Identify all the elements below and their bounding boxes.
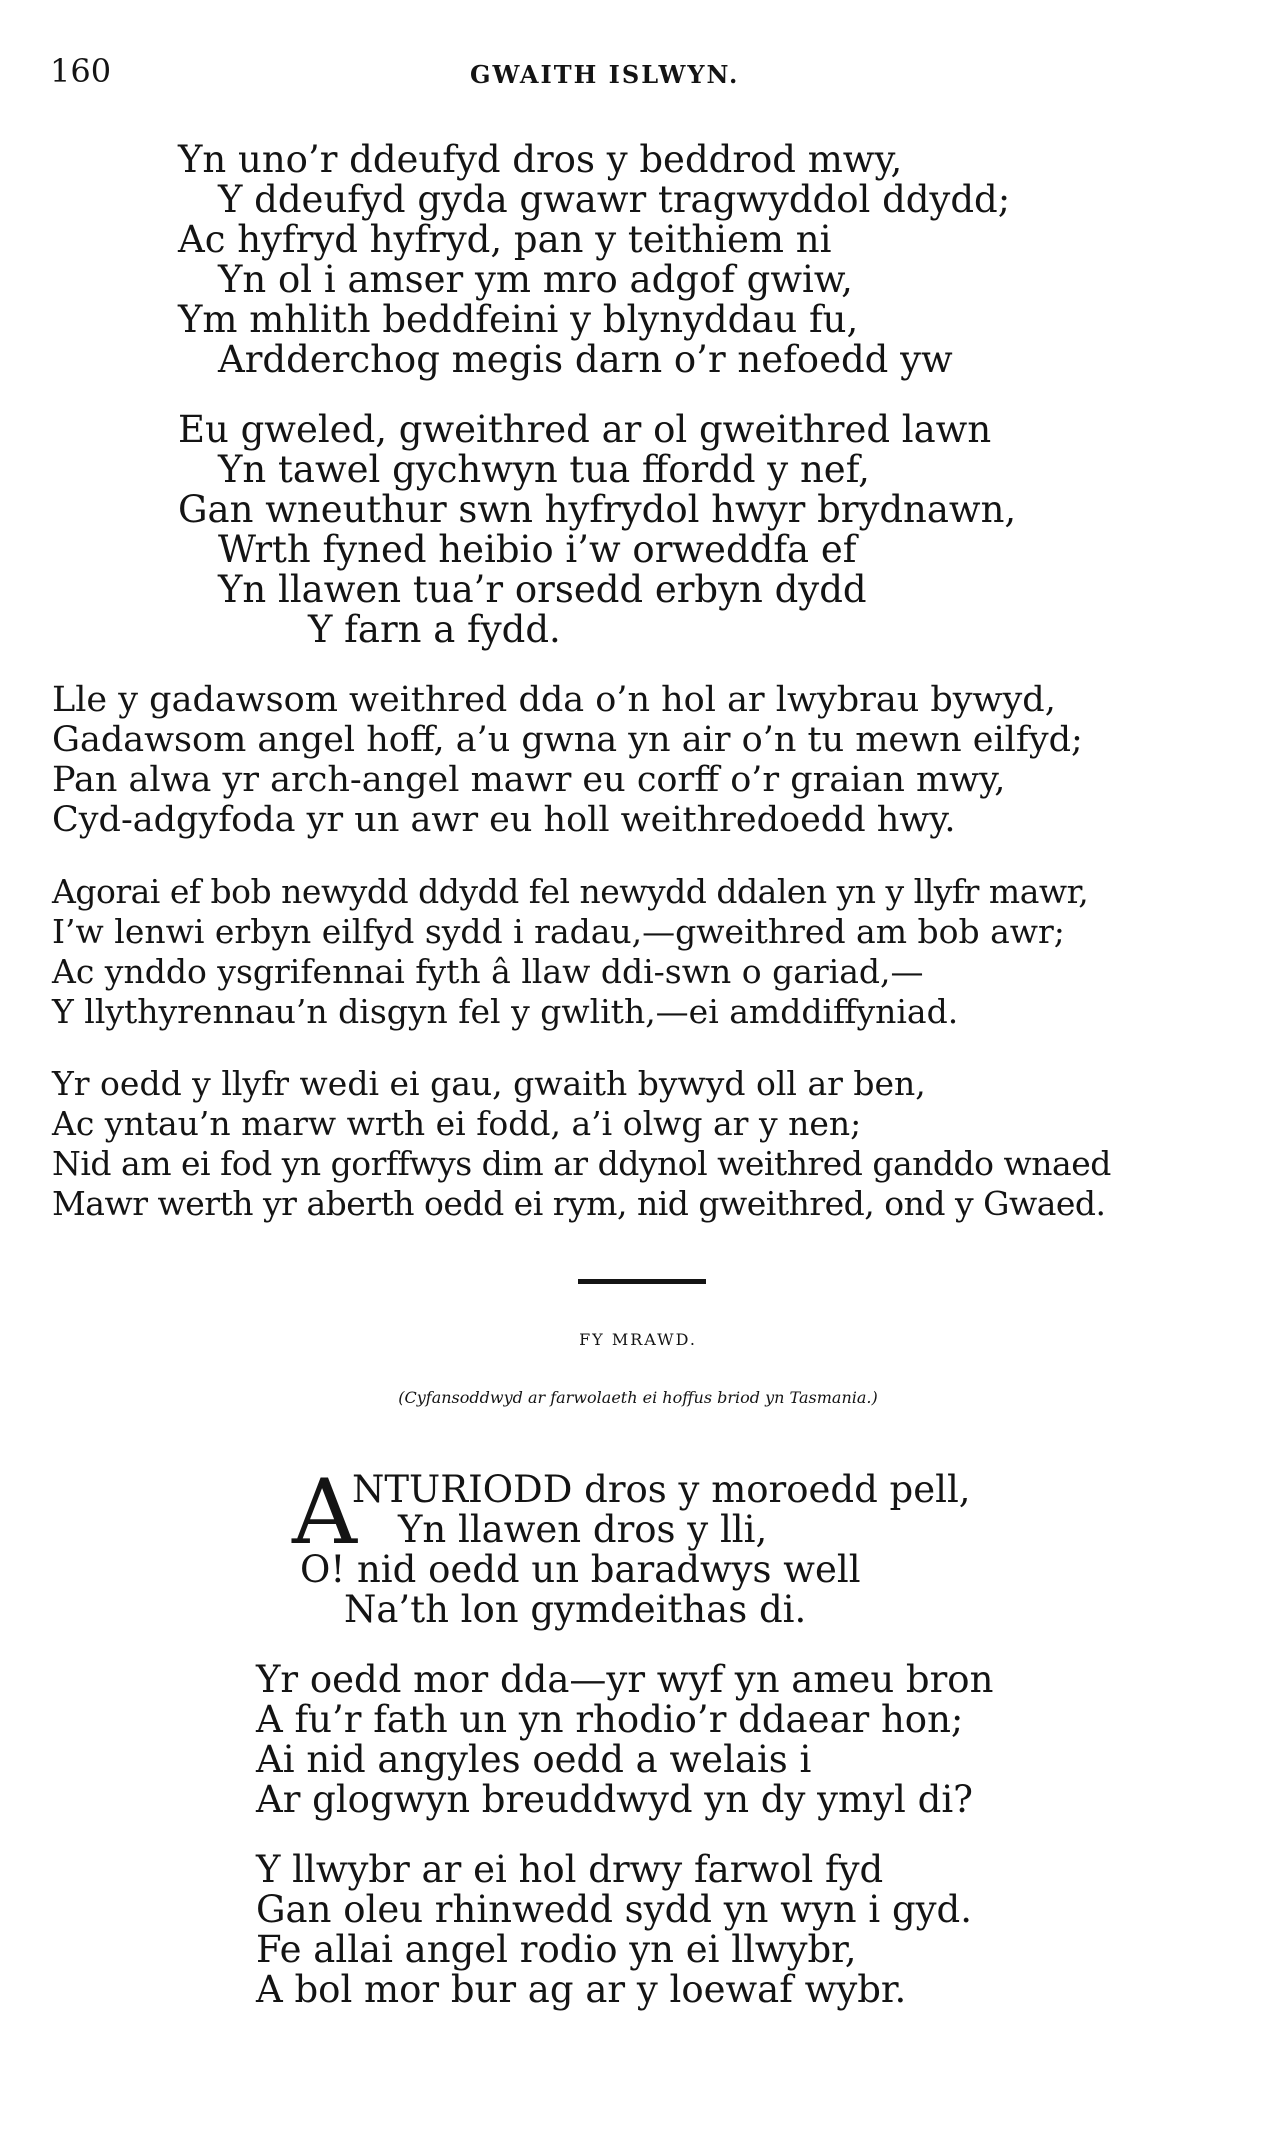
poem-line: Y llwybr ar ei hol drwy farwol fyd	[256, 1848, 884, 1891]
poem-line: A bol mor bur ag ar y loewaf wybr.	[256, 1968, 907, 2011]
poem-line: Yn tawel gychwyn tua ffordd y nef,	[218, 448, 870, 491]
poem-line: Yn llawen tua’r orsedd erbyn dydd	[218, 568, 867, 611]
poem-line: Yn ol i amser ym mro adgof gwiw,	[218, 258, 853, 301]
poem-line: Eu gweled, gweithred ar ol gweithred lawn	[178, 408, 992, 451]
poem-line: A fu’r fath un yn rhodio’r ddaear hon;	[256, 1698, 964, 1741]
drop-cap: A	[292, 1460, 357, 1565]
poem-line: Mawr werth yr aberth oedd ei rym, nid gweithred, ond y Gwaed.	[52, 1184, 1106, 1223]
poem-line: Yn llawen dros y lli,	[398, 1508, 768, 1551]
page-number: 160	[50, 52, 112, 90]
poem-line: Ac hyfryd hyfryd, pan y teithiem ni	[178, 218, 832, 261]
poem-line: Agorai ef bob newydd ddydd fel newydd ddalen yn y llyfr mawr,	[52, 872, 1089, 911]
poem-line: Ar glogwyn breuddwyd yn dy ymyl di?	[256, 1778, 973, 1821]
poem-line: Pan alwa yr arch-angel mawr eu corff o’r graian mwy,	[52, 760, 1006, 800]
poem-line: Yr oedd y llyfr wedi ei gau, gwaith bywyd oll ar ben,	[52, 1064, 926, 1103]
poem-line: O! nid oedd un baradwys well	[300, 1548, 861, 1591]
poem-line: Y farn a fydd.	[308, 608, 561, 651]
section-divider	[578, 1279, 706, 1284]
poem-line: Ai nid angyles oedd a welais i	[256, 1738, 812, 1781]
poem-line: NTURIODD dros y moroedd pell,	[352, 1468, 971, 1511]
poem-line: I’w lenwi erbyn eilfyd sydd i radau,—gweithred am bob awr;	[52, 912, 1065, 951]
poem-line: Nid am ei fod yn gorffwys dim ar ddynol weithred ganddo wnaed	[52, 1144, 1111, 1183]
running-head: GWAITH ISLWYN.	[470, 60, 740, 89]
poem-line: Fe allai angel rodio yn ei llwybr,	[256, 1928, 857, 1971]
poem-line: Ac yntau’n marw wrth ei fodd, a’i olwg ar y nen;	[52, 1104, 862, 1143]
poem-line: Y llythyrennau’n disgyn fel y gwlith,—ei amddiffyniad.	[52, 992, 959, 1031]
poem-line: Gadawsom angel hoff, a’u gwna yn air o’n tu mewn eilfyd;	[52, 720, 1083, 760]
poem-subtitle: (Cyfansoddwyd ar farwolaeth ei hoffus briod yn Tasmania.)	[398, 1388, 878, 1407]
poem-title: FY MRAWD.	[579, 1330, 697, 1349]
poem-line: Yn uno’r ddeufyd dros y beddrod mwy,	[178, 138, 903, 181]
poem-line: Ardderchog megis darn o’r nefoedd yw	[218, 338, 953, 381]
page-header	[50, 52, 1200, 102]
poem-line: Na’th lon gymdeithas di.	[344, 1588, 807, 1631]
poem-line: Lle y gadawsom weithred dda o’n hol ar lwybrau bywyd,	[52, 680, 1056, 720]
poem-line: Wrth fyned heibio i’w orweddfa ef	[218, 528, 857, 571]
poem-line: Gan oleu rhinwedd sydd yn wyn i gyd.	[256, 1888, 972, 1931]
poem-line: Cyd-adgyfoda yr un awr eu holl weithredoedd hwy.	[52, 800, 956, 840]
poem-line: Gan wneuthur swn hyfrydol hwyr brydnawn,	[178, 488, 1017, 531]
poem-line: Y ddeufyd gyda gwawr tragwyddol ddydd;	[218, 178, 1011, 221]
poem-line: Ym mhlith beddfeini y blynyddau fu,	[178, 298, 859, 341]
poem-line: Yr oedd mor dda—yr wyf yn ameu bron	[256, 1658, 994, 1701]
poem-line: Ac ynddo ysgrifennai fyth â llaw ddi-swn o gariad,—	[52, 952, 924, 991]
